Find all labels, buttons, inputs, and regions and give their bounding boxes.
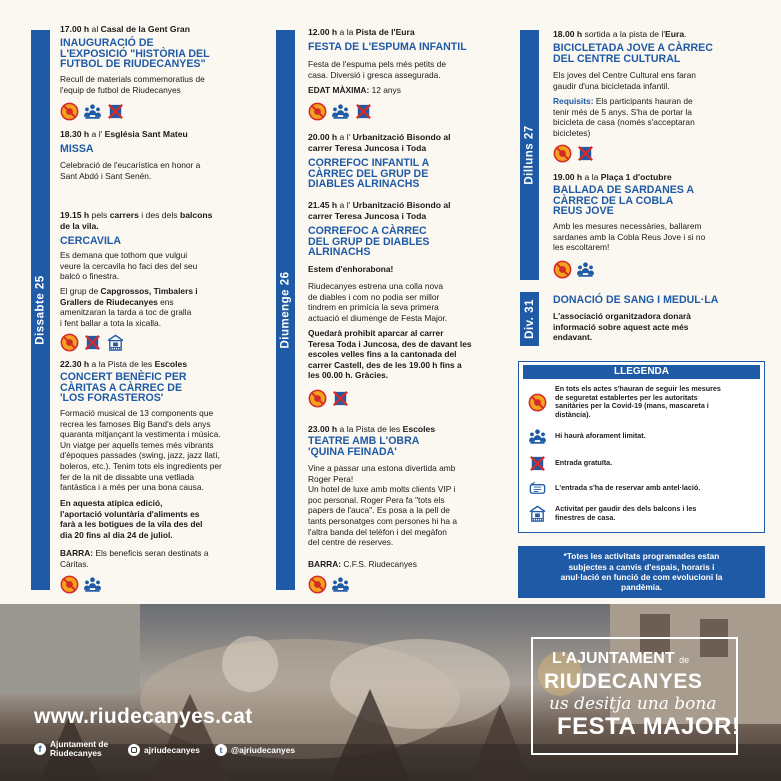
covid-measures-icon [553, 144, 572, 163]
event-description: L'associació organitzadora donarà informació sobre aquest acte més endavant. [553, 311, 691, 343]
facebook-link[interactable] [34, 740, 108, 758]
badge-line-4: FESTA MAJOR! [557, 713, 741, 740]
event-description: Amb les mesures necessàries, ballarem sardanes amb la Cobla Reus Jove i si no les escoltarem! [553, 221, 706, 253]
event-title: MISSA [60, 143, 94, 155]
event-title: TEATRE AMB L'OBRA 'QUINA FEINADA' [308, 435, 420, 458]
event-time-line: 20.00 h a l' Urbanització Bisondo al carrer Teresa Juncosa i Toda [308, 132, 451, 153]
event-age-limit: EDAT MÀXIMA: 12 anys [308, 85, 401, 95]
covid-measures-icon [60, 575, 79, 594]
event-icons [308, 102, 373, 121]
balcony-icon [106, 333, 125, 352]
event-time-line: 21.45 h a l' Urbanització Bisondo al carrer Teresa Juncosa i Toda [308, 200, 451, 221]
event-description: Celebració de l'eucarística en honor a Sant Abdó i Sant Senén. [60, 160, 201, 181]
event-title: CORREFOC INFANTIL A CÀRREC DEL GRUP DE DIABLES ALRINACHS [308, 157, 430, 190]
event-icons [60, 333, 125, 352]
limited-capacity-icon [83, 102, 102, 121]
badge-line-1: L'AJUNTAMENT de [552, 650, 690, 667]
event-description: Riudecanyes estrena una colla nova de diables i com no podia ser millor tindrem en primícia la seva primera actuació el diumenge de Festa Major. [308, 281, 448, 323]
event-title: DONACIÓ DE SANG I MEDUL·LA [553, 294, 719, 306]
badge-line-3: us desitja una bona [549, 694, 717, 714]
limited-capacity-icon [576, 260, 595, 279]
free-entry-icon [354, 102, 373, 121]
event-description: Festa de l'espuma pels més petits de casa. Diversió i gresca assegurada. [308, 59, 446, 80]
twitter-link[interactable] [215, 744, 295, 756]
event-title: BALLADA DE SARDANES A CÀRREC DE LA COBLA REUS JOVE [553, 184, 695, 217]
legend-item [528, 504, 760, 523]
event-icons [553, 260, 595, 279]
legend-item [528, 385, 760, 419]
event-title: CORREFOC A CÀRREC DEL GRUP DE DIABLES ALRINACHS [308, 225, 430, 258]
event-barra: BARRA: Els beneficis seran destinats a Càritas. [60, 548, 209, 569]
event-barra: BARRA: C.F.S. Riudecanyes [308, 559, 417, 569]
event-description: Els joves del Centre Cultural ens faran gaudir d'una bicicletada infantil. [553, 70, 696, 91]
covid-measures-icon [553, 260, 572, 279]
covid-measures-icon [308, 389, 327, 408]
instagram-label: ajriudecanyes [144, 744, 200, 755]
limited-capacity-icon [528, 427, 547, 446]
event-title: INAUGURACIÓ DE L'EXPOSICIÓ "HISTÒRIA DEL FUTBOL DE RIUDECANYES" [60, 37, 210, 70]
event-subheading: Estem d'enhorabona! [308, 264, 394, 274]
day-band-sunday: Diumenge 26 [276, 30, 295, 590]
covid-measures-icon [60, 102, 79, 121]
event-time-line: 23.00 h a la Pista de les Escoles [308, 424, 436, 434]
instagram-link[interactable] [128, 744, 200, 756]
legend-item-text: Entrada gratuïta. [555, 458, 613, 468]
day-band-friday: Div. 31 [520, 292, 539, 346]
event-time-line: 19.00 h a la Plaça 1 d'octubre [553, 172, 672, 182]
event-time-line: 22.30 h a la Pista de les Escoles [60, 359, 188, 369]
free-entry-icon [576, 144, 595, 163]
covid-measures-icon [60, 333, 79, 352]
event-title: CONCERT BENÈFIC PER CÀRITAS A CÀRREC DE 'LOS FORASTEROS' [60, 371, 187, 404]
legend-title: LLEGENDA [523, 365, 760, 379]
event-icons [60, 102, 125, 121]
free-entry-icon [528, 454, 547, 473]
legend-item-text: L'entrada s'ha de reservar amb antel·lació. [555, 483, 701, 493]
twitter-icon: t [215, 744, 227, 756]
limited-capacity-icon [83, 575, 102, 594]
event-description: Es demana que tothom que vulgui veure la cercavila ho faci des del seu balcó o finestra. [60, 250, 198, 282]
legend-item [528, 427, 760, 446]
event-title: FESTA DE L'ESPUMA INFANTIL [308, 41, 467, 53]
event-description: Vine a passar una estona divertida amb Roger Pera! Un hotel de luxe amb molts clients VIP i poc personal. Roger Pera fa "tots els papers de l'auca". Es posa a la pell de tants personatges com persones hi ha a l'altra banda del telèfon i del megàfon del centre de reserves. [308, 463, 457, 548]
event-icons [308, 575, 350, 594]
event-bold-note: En aquesta atípica edició, l'aportació voluntària d'aliments es farà a les botigues de la vila des del dia 20 fins al dia 24 de juliol. [60, 498, 203, 540]
event-time-line: 12.00 h a la Pista de l'Eura [308, 27, 415, 37]
event-icons [553, 144, 595, 163]
event-icons [308, 389, 350, 408]
legend-item [528, 454, 760, 473]
covid-measures-icon [308, 575, 327, 594]
day-band-saturday: Dissabte 25 [31, 30, 50, 590]
badge-line-2: RIUDECANYES [544, 670, 703, 693]
covid-measures-icon [308, 102, 327, 121]
facebook-icon: f [34, 743, 46, 755]
event-title: CERCAVILA [60, 235, 122, 247]
website-url[interactable]: www.riudecanyes.cat [34, 705, 253, 728]
event-time-line: 19.15 h pels carrers i des dels balcons de la vila. [60, 210, 213, 231]
legend-item [528, 479, 760, 498]
event-time-line: 17.00 h al Casal de la Gent Gran [60, 24, 190, 34]
balcony-icon [528, 504, 547, 523]
event-parking-notice: Quedarà prohibit aparcar al carrer Teresa Toda i Juncosa, des de davant les escoles velles fins a la cantonada del carrer Castell, des de les 19.00 h fins a les 00.00 h. Gràcies. [308, 328, 472, 381]
event-description: Recull de materials commemoratius de l'equip de futbol de Riudecanyes [60, 74, 205, 95]
event-time-line: 18.00 h sortida a la pista de l'Eura. [553, 29, 687, 39]
event-icons [60, 575, 102, 594]
facebook-label: Ajuntament de Riudecanyes [50, 739, 109, 758]
free-entry-icon [331, 389, 350, 408]
reservation-icon [528, 479, 547, 498]
event-time-line: 18.30 h a l' Església Sant Mateu [60, 129, 188, 139]
free-entry-icon [83, 333, 102, 352]
event-requirements: Requisits: Els participants hauran de tenir més de 5 anys. S'ha de portar la bicicleta de casa (només s'acceptaran bicicletes) [553, 96, 695, 138]
instagram-icon [128, 744, 140, 756]
event-description-2: El grup de Capgrossos, Timbalers i Grallers de Riudecanyes ens amenitzaran la tarda a toc de gralla i fent ballar a tota la xicalla. [60, 286, 198, 328]
legend-item-text: En tots els actes s'hauran de seguir les mesures de seguretat establertes per les autoritats sanitàries per la Covid-19 (mans, mascareta i distància). [555, 384, 721, 419]
twitter-label: @ajriudecanyes [231, 744, 296, 755]
free-entry-icon [106, 102, 125, 121]
limited-capacity-icon [331, 575, 350, 594]
legend-item-text: Hi haurà aforament limitat. [555, 431, 646, 441]
event-title: BICICLETADA JOVE A CÀRREC DEL CENTRE CULTURAL [553, 42, 713, 65]
disclaimer-note: *Totes les activitats programades estan subjectes a canvis d'espais, horaris i anul·lació en funció de com evolucioni la pandèmia. [518, 546, 765, 598]
event-description: Formació musical de 13 components que recrea les famoses Big Band's dels anys quaranta mitjançant la vestimenta i música. Un viatge per aquells temes més vibrants d'èpoques passades (swing, jazz, jazz llatí, boleros, etc.). Tenim tots els ingredients per fer de la nit de dissabte una vetllada fantàstica i a més per una bona causa. [60, 408, 222, 493]
covid-measures-icon [528, 393, 547, 412]
legend-item-text: Activitat per gaudir des dels balcons i les finestres de casa. [555, 503, 697, 522]
limited-capacity-icon [331, 102, 350, 121]
day-band-monday: Dilluns 27 [520, 30, 539, 280]
